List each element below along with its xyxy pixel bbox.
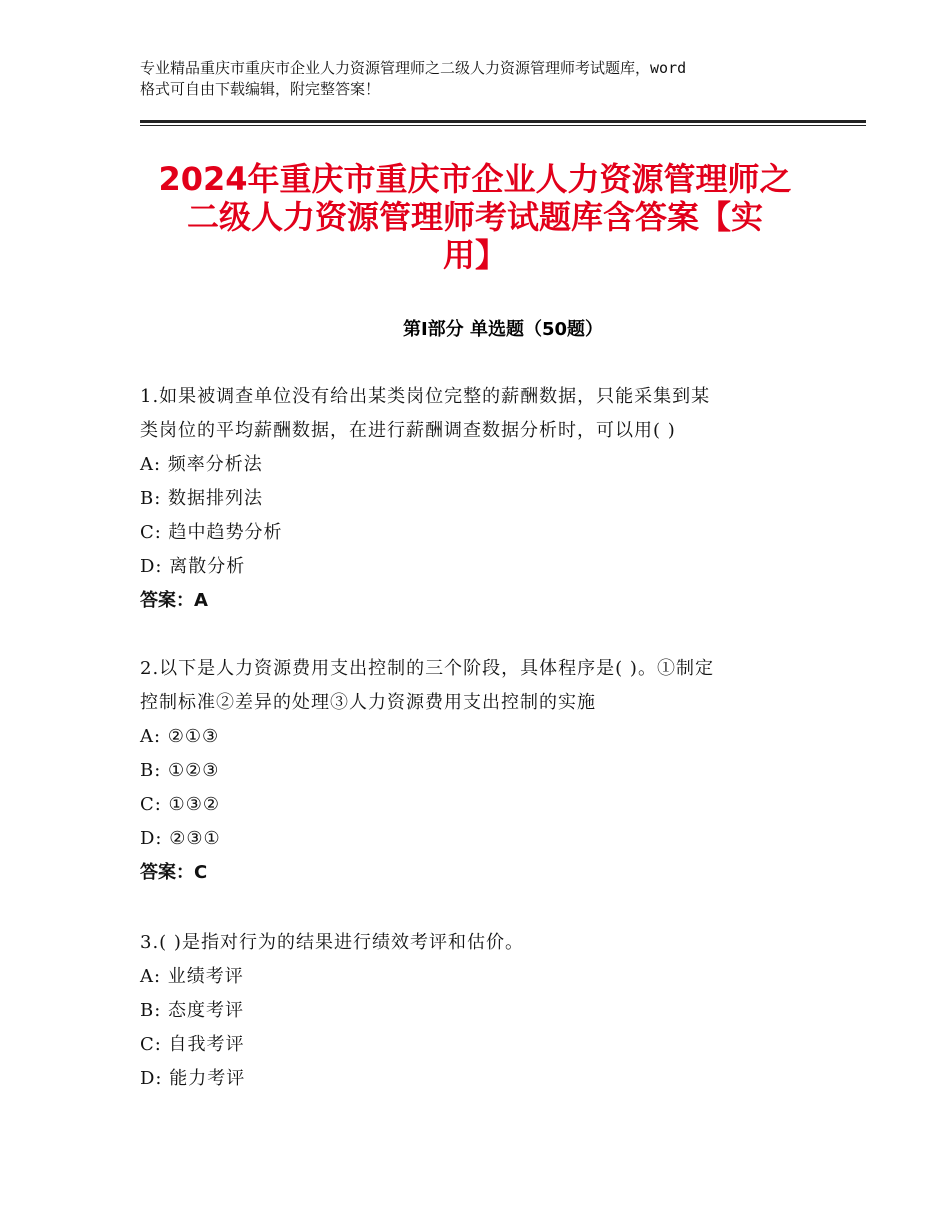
question-1 (140, 380, 820, 618)
option-b: B: ①②③ (140, 760, 220, 781)
answer: 答案：C (140, 862, 208, 883)
option-c: C: 趋中趋势分析 (140, 522, 283, 543)
question-stem: 2.以下是人力资源费用支出控制的三个阶段，具体程序是( )。①制定 (140, 658, 714, 679)
document-title (130, 160, 820, 274)
question-stem: 1.如果被调查单位没有给出某类岗位完整的薪酬数据，只能采集到某 (140, 386, 711, 407)
title-line: 二级人力资源管理师考试题库含答案【实 (186, 198, 763, 236)
question-stem: 控制标准②差异的处理③人力资源费用支出控制的实施 (140, 692, 596, 713)
option-a: A: 频率分析法 (140, 454, 263, 475)
option-c: C: 自我考评 (140, 1034, 245, 1055)
question-stem: 类岗位的平均薪酬数据，在进行薪酬调查数据分析时，可以用( ) (140, 420, 676, 441)
header-rule-thick (140, 120, 866, 123)
option-d: D: ②③① (140, 828, 221, 849)
question-2 (140, 652, 820, 890)
option-b: B: 数据排列法 (140, 488, 264, 509)
title-line: 2024年重庆市重庆市企业人力资源管理师之 (158, 160, 792, 198)
question-3 (140, 926, 820, 1096)
title-line: 用】 (442, 236, 507, 274)
option-a: A: ②①③ (140, 726, 220, 747)
header-note-line: 格式可自由下载编辑，附完整答案！ (140, 80, 381, 98)
section-heading: 第Ⅰ部分 单选题（50题） (402, 319, 603, 340)
header-rule-thin (140, 125, 866, 126)
header-note-line: 专业精品重庆市重庆市企业人力资源管理师之二级人力资源管理师考试题库，word (140, 59, 687, 77)
option-d: D: 能力考评 (140, 1068, 246, 1089)
header-note (140, 58, 820, 100)
option-d: D: 离散分析 (140, 556, 246, 577)
option-b: B: 态度考评 (140, 1000, 245, 1021)
answer: 答案：A (140, 590, 208, 611)
option-a: A: 业绩考评 (140, 966, 244, 987)
question-stem: 3.( )是指对行为的结果进行绩效考评和估价。 (140, 932, 524, 953)
option-c: C: ①③② (140, 794, 220, 815)
